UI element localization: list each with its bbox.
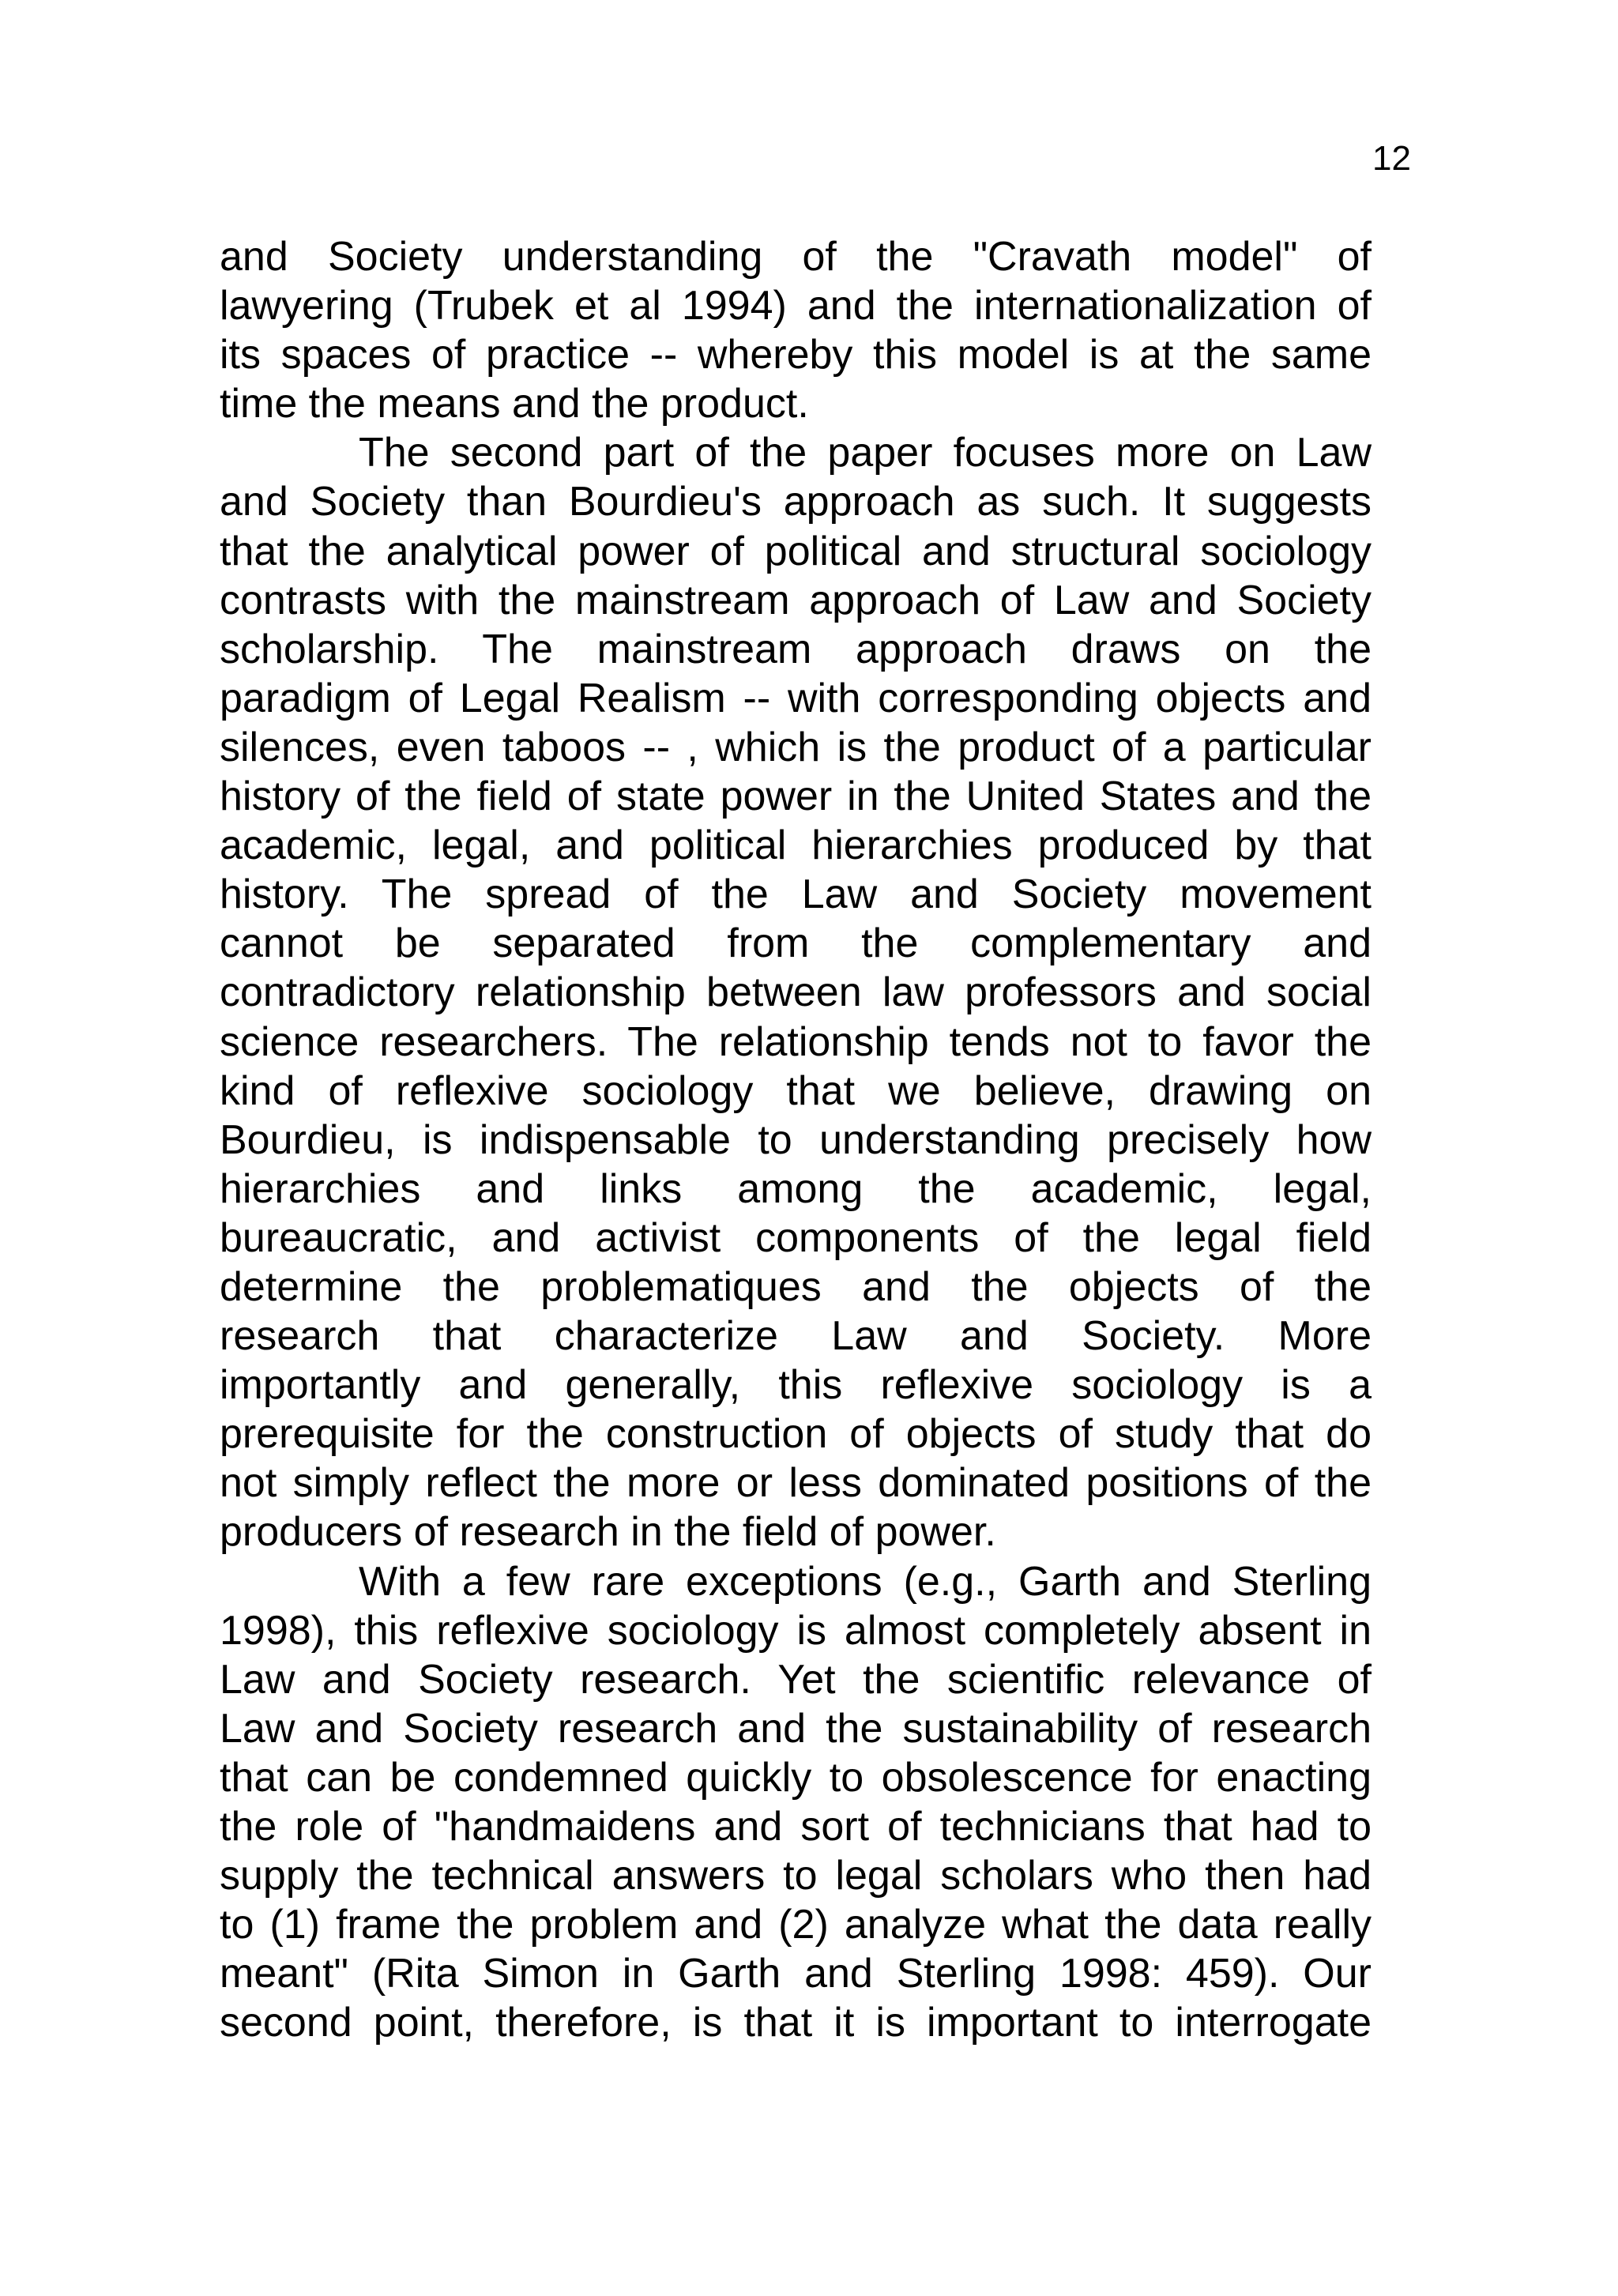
text-line: supply the technical answers to legal scholars who then had (220, 1853, 1372, 1899)
text-line: second point, therefore, is that it is important to interrogate (220, 2000, 1372, 2046)
text-line: contradictory relationship between law professors and social (220, 969, 1372, 1016)
text-line: paradigm of Legal Realism -- with corresponding objects and (220, 675, 1372, 721)
text-line: silences, even taboos -- , which is the product of a particular (220, 724, 1372, 770)
body-text (220, 232, 1372, 2047)
text-line: history. The spread of the Law and Society movement (220, 871, 1372, 918)
text-line: Law and Society research and the sustainability of research (220, 1705, 1372, 1752)
text-line: With a few rare exceptions (e.g., Garth and Sterling (359, 1558, 1372, 1605)
text-line: and Society understanding of the "Cravath model" of (220, 234, 1372, 280)
text-line: bureaucratic, and activist components of the legal field (220, 1214, 1372, 1261)
text-line: determine the problematiques and the objects of the (220, 1263, 1372, 1310)
text-line: scholarship. The mainstream approach draws on the (220, 626, 1372, 672)
text-line: contrasts with the mainstream approach of Law and Society (220, 577, 1372, 623)
text-line: lawyering (Trubek et al 1994) and the internationalization of (220, 283, 1372, 329)
text-line: and Society than Bourdieu's approach as such. It suggests (220, 479, 1372, 525)
text-line: Law and Society research. Yet the scientific relevance of (220, 1656, 1372, 1703)
text-line: kind of reflexive sociology that we believe, drawing on (220, 1067, 1372, 1114)
text-line: the role of "handmaidens and sort of technicians that had to (220, 1804, 1372, 1850)
text-line: cannot be separated from the complementary and (220, 920, 1372, 967)
text-line: meant" (Rita Simon in Garth and Sterling 1998: 459). Our (220, 1951, 1372, 1997)
text-line: producers of research in the field of power. (220, 1509, 996, 1556)
text-line: not simply reflect the more or less dominated positions of the (220, 1460, 1372, 1507)
text-line: that the analytical power of political and structural sociology (220, 528, 1372, 574)
text-line: to (1) frame the problem and (2) analyze what the data really (220, 1902, 1372, 1948)
text-line: Bourdieu, is indispensable to understanding precisely how (220, 1116, 1372, 1163)
text-line: history of the field of state power in the United States and the (220, 773, 1372, 820)
text-line: importantly and generally, this reflexive sociology is a (220, 1362, 1372, 1409)
text-line: its spaces of practice -- whereby this model is at the same (220, 332, 1372, 378)
text-line: research that characterize Law and Society. More (220, 1313, 1372, 1360)
text-line: The second part of the paper focuses more on Law (359, 430, 1372, 476)
text-line: academic, legal, and political hierarchies produced by that (220, 822, 1372, 869)
text-line: science researchers. The relationship tends not to favor the (220, 1018, 1372, 1065)
text-line: hierarchies and links among the academic, legal, (220, 1165, 1372, 1212)
page-number: 12 (1372, 139, 1411, 178)
text-line: that can be condemned quickly to obsolescence for enacting (220, 1754, 1372, 1801)
text-line: 1998), this reflexive sociology is almost completely absent in (220, 1607, 1372, 1654)
text-line: prerequisite for the construction of objects of study that do (220, 1411, 1372, 1458)
text-line: time the means and the product. (220, 381, 809, 427)
